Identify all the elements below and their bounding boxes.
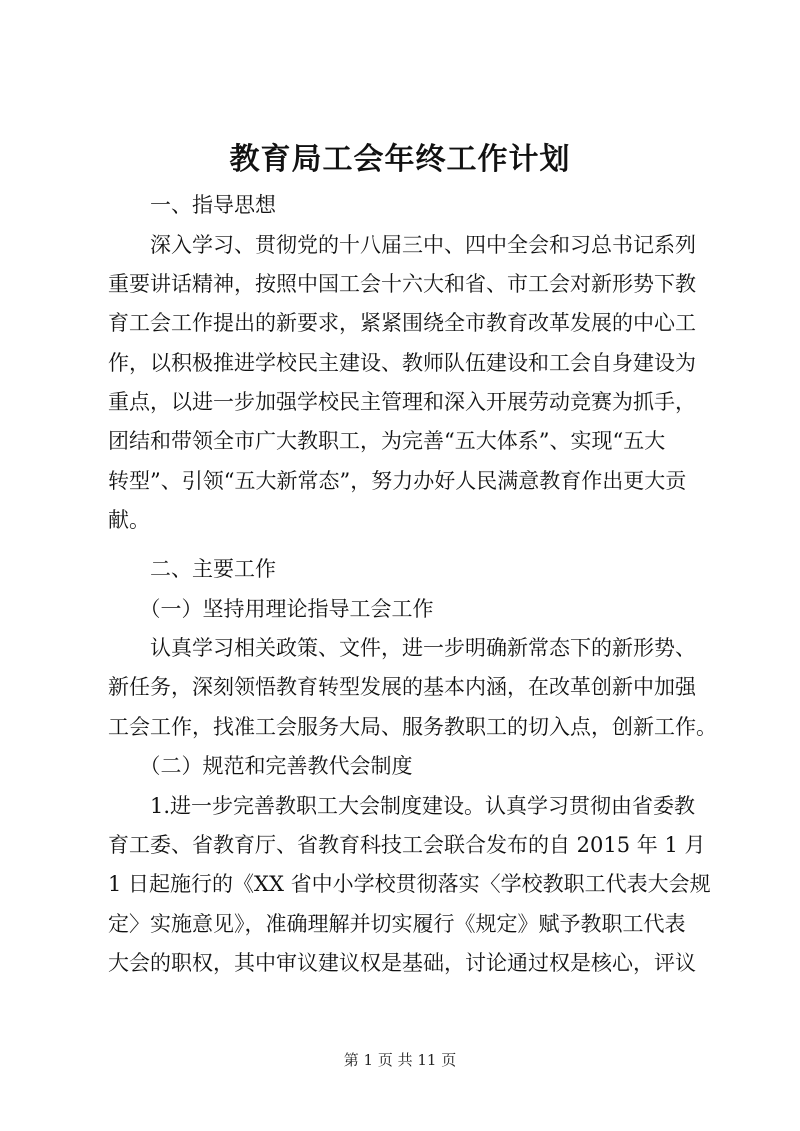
text-line-5: 作，以积极推进学校民主建设、教师队伍建设和工会自身建设为 xyxy=(108,351,696,375)
page-footer: 第 1 页 共 11 页 xyxy=(343,1051,457,1069)
text-line-13: 新任务，深刻领悟教育转型发展的基本内涵，在改革创新中加强 xyxy=(108,675,696,699)
text-line-19: 定〉实施意见》，准确理解并切实履行《规定》赋予教职工代表 xyxy=(108,912,686,936)
text-line-6: 重点，以进一步加强学校民主管理和深入开展劳动竞赛为抓手， xyxy=(108,390,696,414)
text-line-20: 大会的职权，其中审议建议权是基础，讨论通过权是核心，评议 xyxy=(108,951,696,975)
text-line-16: 1.进一步完善教职工大会制度建设。认真学习贯彻由省委教 xyxy=(108,794,696,818)
text-line-14: 工会工作，找准工会服务大局、服务教职工的切入点，创新工作。 xyxy=(108,715,717,739)
text-line-15: （二）规范和完善教代会制度 xyxy=(108,754,413,778)
text-line-1: 一、指导思想 xyxy=(108,193,276,217)
text-line-7: 团结和带领全市广大教职工，为完善“五大体系”、实现“五大 xyxy=(108,429,666,453)
text-line-10: 二、主要工作 xyxy=(108,557,276,581)
text-line-2: 深入学习、贯彻党的十八届三中、四中全会和习总书记系列 xyxy=(108,233,696,257)
document-title: 教育局工会年终工作计划 xyxy=(229,142,571,177)
text-line-18: 1 日起施行的《XX 省中小学校贯彻落实〈学校教职工代表大会规 xyxy=(108,872,711,896)
text-line-8: 转型”、引领“五大新常态”，努力办好人民满意教育作出更大贡 xyxy=(108,469,687,493)
text-line-11: （一）坚持用理论指导工会工作 xyxy=(108,597,434,621)
text-line-3: 重要讲话精神，按照中国工会十六大和省、市工会对新形势下教 xyxy=(108,272,696,296)
text-line-9: 献。 xyxy=(108,508,150,532)
text-line-12: 认真学习相关政策、文件，进一步明确新常态下的新形势、 xyxy=(108,636,696,660)
text-line-4: 育工会工作提出的新要求，紧紧围绕全市教育改革发展的中心工 xyxy=(108,311,696,335)
text-line-17: 育工委、省教育厅、省教育科技工会联合发布的自 2015 年 1 月 xyxy=(108,833,706,857)
